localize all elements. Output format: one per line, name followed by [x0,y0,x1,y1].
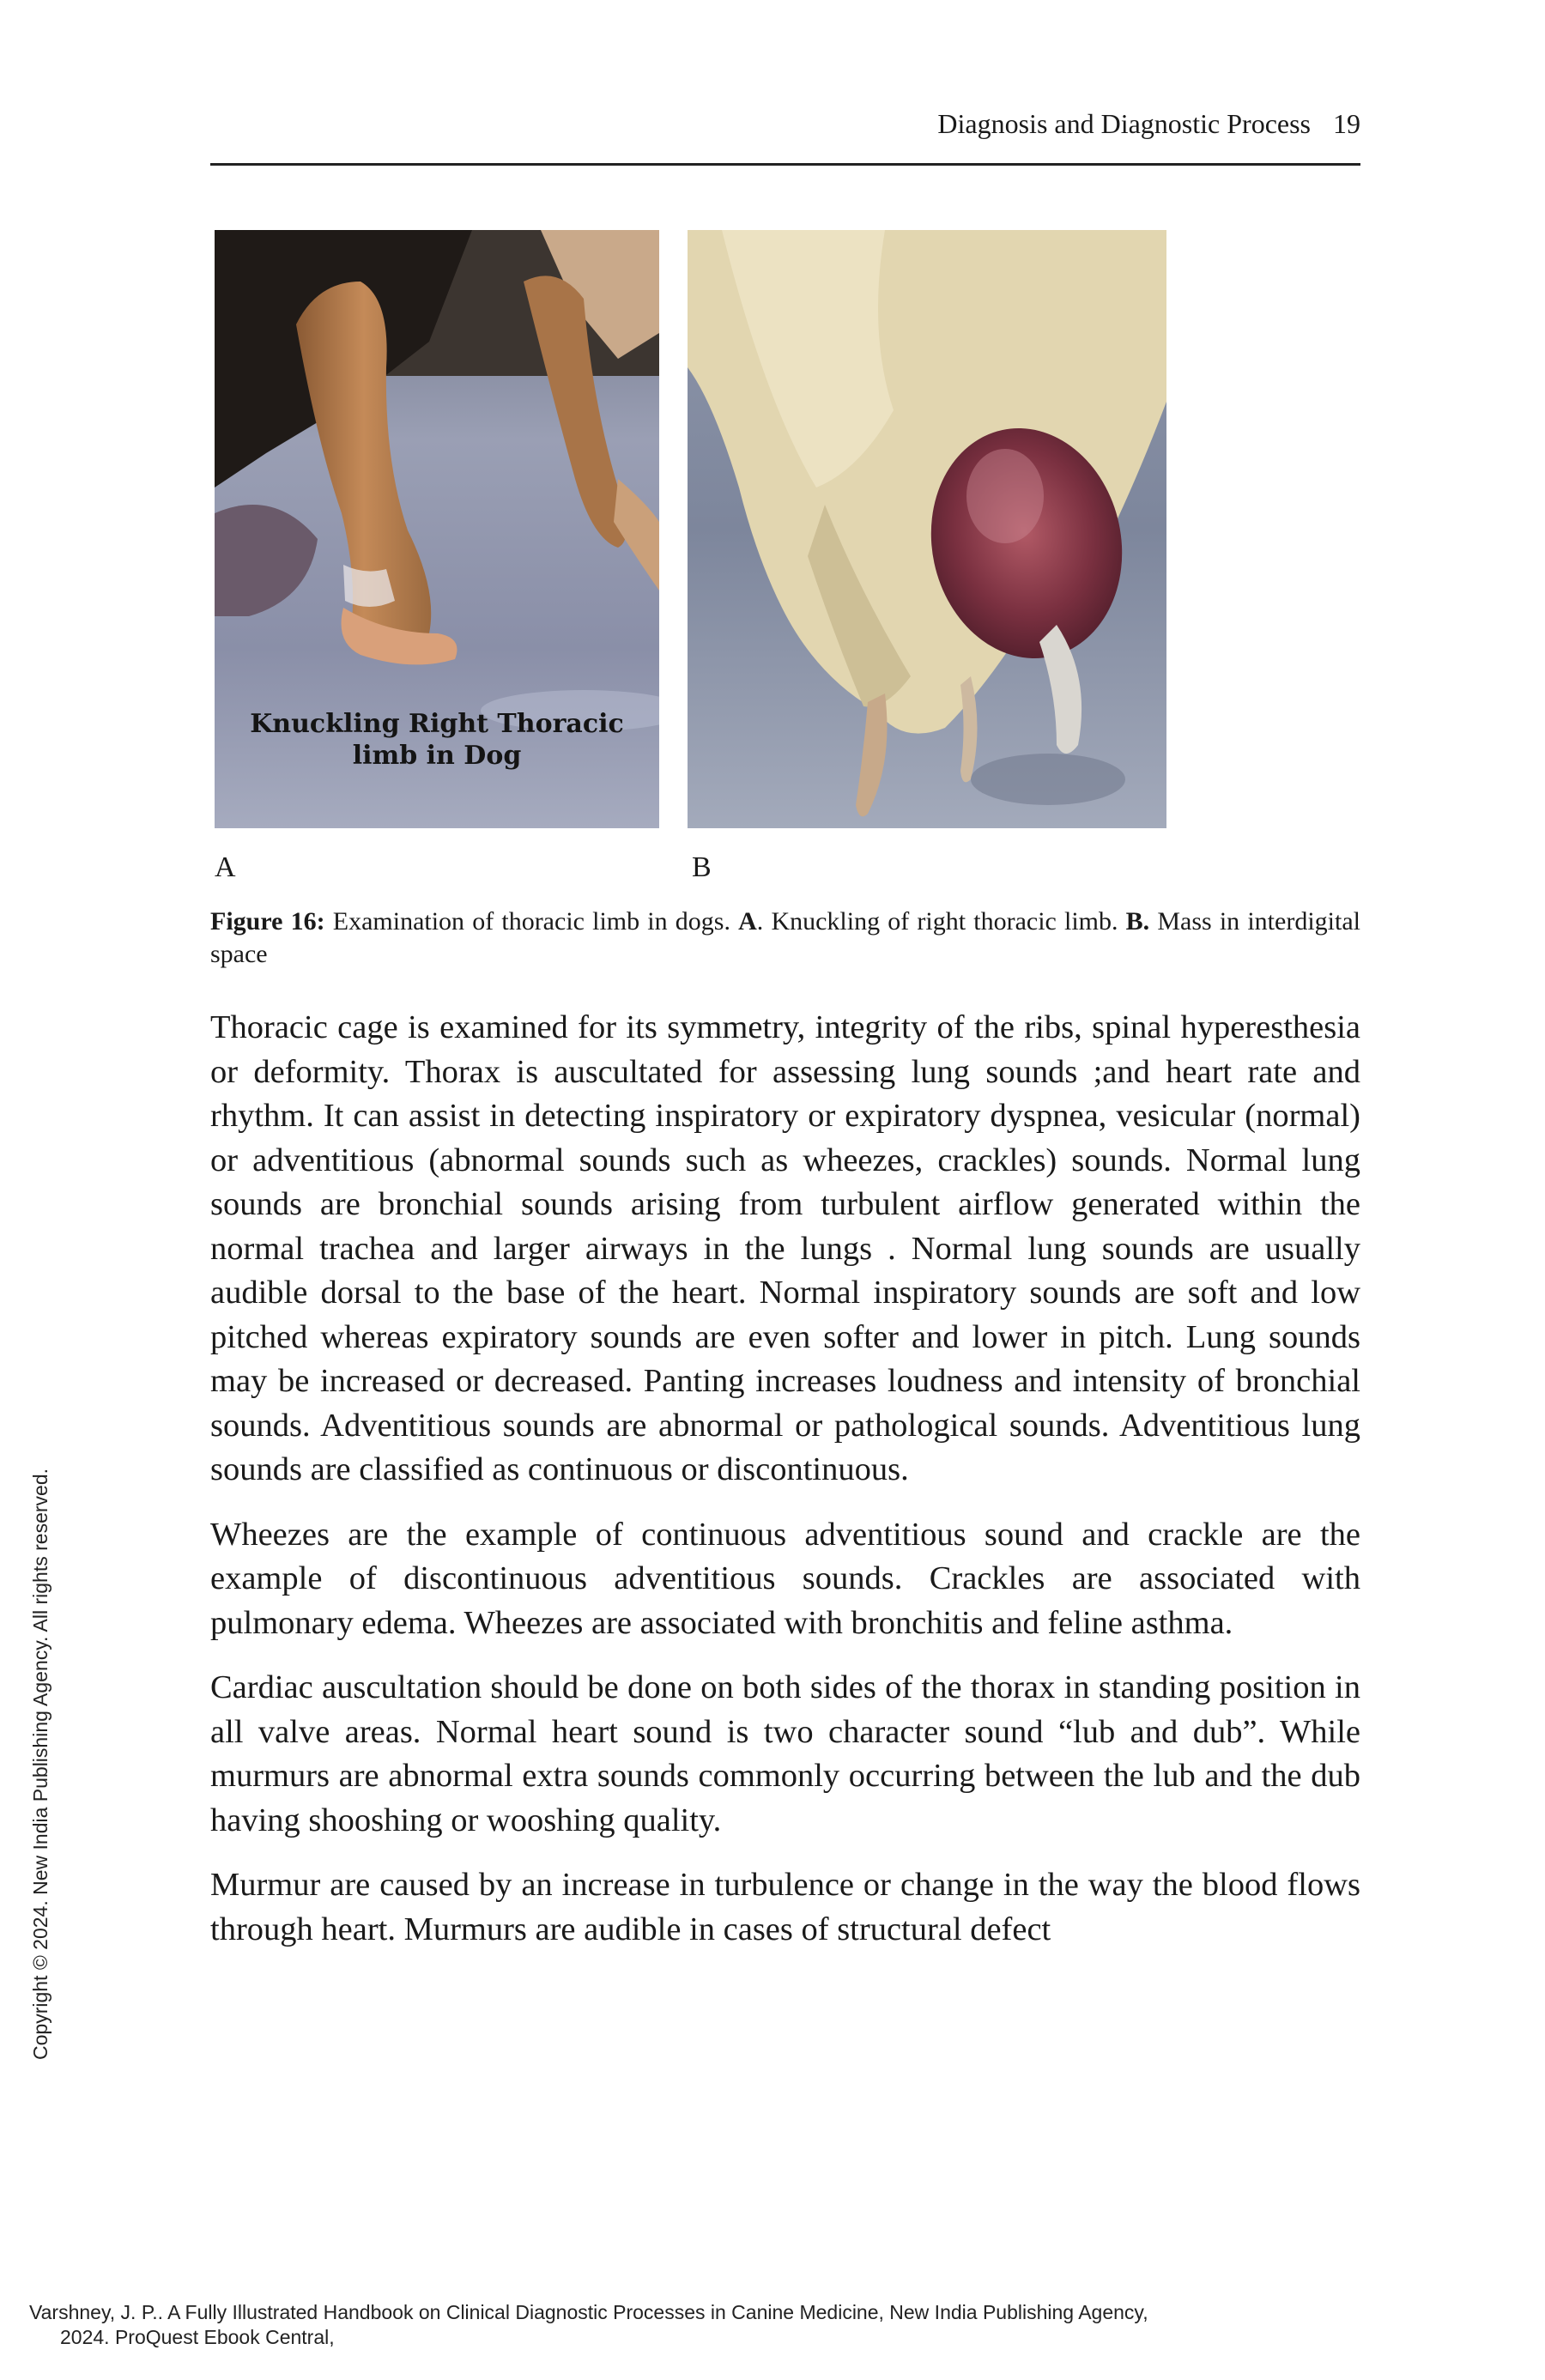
photo-knuckling-limb [215,230,659,828]
figure-photo-a [215,230,659,828]
overlay-label-line1: Knuckling Right Thoracic [250,709,624,739]
caption-text-3: Mass in interdigital space [210,907,1360,968]
photo-interdigital-mass [688,230,1166,828]
body-text [210,1006,1360,1972]
caption-text-2: . Knuckling of right thoracic limb. [756,907,1126,936]
overlay-label-line2: limb in Dog [352,741,522,771]
caption-label: Figure 16: [210,907,325,936]
page-number: 19 [1333,108,1360,139]
running-head [937,108,1360,140]
caption-part-a: A [738,907,757,936]
panel-label-a: A [215,851,236,883]
citation-line-1: Varshney, J. P.. A Fully Illustrated Handbook on Clinical Diagnostic Processes in Canine Medicine, New India Publishing Agency, [29,2301,1148,2323]
body-paragraph: Thoracic cage is examined for its symmetry, integrity of the ribs, spinal hyperesthesia or deformity. Thorax is auscultated for assessing lung sounds ;and heart rate and rhythm. It can assist in detecting inspiratory or expiratory dyspnea, vesicular (normal) or adventitious (abnormal sounds such as wheezes, crackles) sounds. Normal lung sounds are bronchial sounds arising from turbulent airflow generated within the normal trachea and larger airways in the lungs . Normal lung sounds are usually audible dorsal to the base of the heart. Normal inspiratory sounds are soft and low pitched whereas expiratory sounds are even softer and lower in pitch. Lung sounds may be increased or decreased. Panting increases loudness and intensity of bronchial sounds. Adventitious sounds are abnormal or pathological sounds. Adventitious lung sounds are classified as continuous or discontinuous. [210,1009,1360,1487]
body-paragraph: Murmur are caused by an increase in turbulence or change in the way the blood flows through heart. Murmurs are audible in cases of structural defect [210,1867,1360,1947]
body-paragraph: Wheezes are the example of continuous adventitious sound and crackle are the example of discontinuous adventitious sounds. Crackles are associated with pulmonary edema. Wheezes are associated with bronchitis and feline asthma. [210,1516,1360,1641]
copyright-notice: Copyright © 2024. New India Publishing Agency. All rights reserved. [29,1468,52,2060]
running-title: Diagnosis and Diagnostic Process [937,108,1311,139]
caption-part-b: B. [1125,907,1150,936]
figure-caption [210,905,1360,971]
citation-footer [29,2300,1488,2350]
caption-text-1: Examination of thoracic limb in dogs. [324,907,739,936]
figure-photo-b [688,230,1166,828]
running-header [210,103,1360,166]
body-paragraph: Cardiac auscultation should be done on both sides of the thorax in standing position in all valve areas. Normal heart sound is two character sound “lub and dub”. While murmurs are abnormal extra sounds commonly occurring between the lub and the dub having shooshing or wooshing quality. [210,1669,1360,1838]
citation-line-2: 2024. ProQuest Ebook Central, [60,2326,335,2348]
panel-label-b: B [692,851,712,883]
